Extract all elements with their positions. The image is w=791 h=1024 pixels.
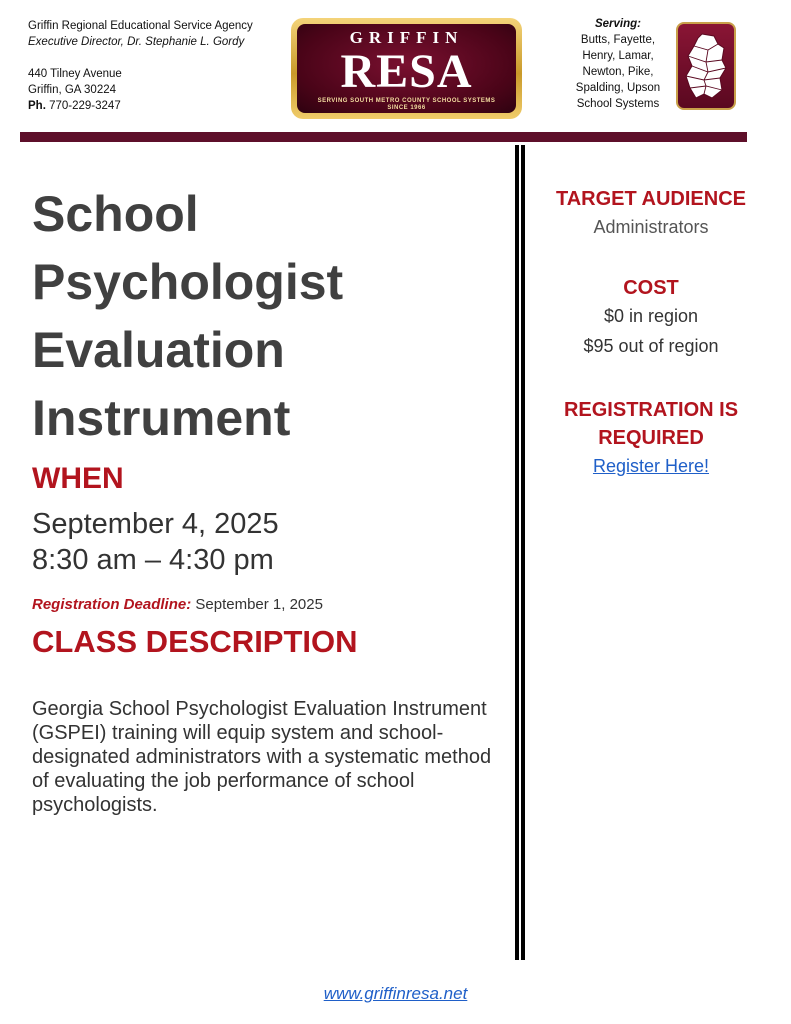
header-divider-bar [20, 132, 747, 142]
address-line-1: 440 Tilney Avenue [28, 68, 122, 80]
column-divider-right [521, 145, 525, 960]
event-date: September 4, 2025 [32, 508, 279, 540]
region-map-icon [676, 22, 736, 110]
cost-out-of-region: $95 out of region [583, 336, 719, 356]
serving-line: Newton, Pike, [582, 66, 654, 78]
registration-heading-line-2: REQUIRED [598, 427, 704, 449]
agency-name: Griffin Regional Educational Service Agency [28, 20, 253, 32]
website-link[interactable]: www.griffinresa.net [323, 984, 468, 1003]
registration-deadline [32, 596, 323, 613]
phone-number: 770-229-3247 [49, 100, 121, 112]
registration-heading-line-1: REGISTRATION IS [563, 399, 739, 421]
logo-tagline [297, 98, 516, 112]
event-datetime [32, 506, 279, 578]
address-line-2: Griffin, GA 30224 [28, 84, 117, 96]
serving-line: Henry, Lamar, [582, 50, 654, 62]
title-line: Evaluation [32, 322, 285, 378]
deadline-label: Registration Deadline: [32, 596, 192, 613]
target-audience-value: Administrators [593, 217, 709, 237]
page-title [32, 180, 343, 452]
column-divider-left [515, 145, 519, 960]
phone-label: Ph. [28, 100, 46, 112]
title-line: School [32, 186, 199, 242]
cost-in-region: $0 in region [603, 306, 699, 326]
serving-title: Serving: [594, 18, 641, 30]
class-description-heading: CLASS DESCRIPTION [32, 624, 358, 659]
director-name: Executive Director, Dr. Stephanie L. Gordy [28, 36, 245, 48]
serving-list [568, 16, 668, 112]
deadline-value: September 1, 2025 [195, 596, 323, 613]
target-audience-heading: TARGET AUDIENCE [556, 188, 746, 210]
phone-line [28, 98, 253, 114]
cost-section [540, 274, 762, 360]
logo-main-text: RESA [340, 45, 473, 98]
event-time: 8:30 am – 4:30 pm [32, 544, 274, 576]
serving-line: Spalding, Upson [575, 82, 661, 94]
logo-since-text: SINCE 1966 [387, 105, 426, 111]
registration-section [540, 396, 762, 480]
register-here-link[interactable]: Register Here! [592, 456, 710, 476]
serving-line: School Systems [576, 98, 660, 110]
serving-line: Butts, Fayette, [580, 34, 656, 46]
class-description-text: Georgia School Psychologist Evaluation Instrument (GSPEI) training will equip system and school-designated administrators with a systematic method of evaluating the job performance of school psychologists. [32, 698, 492, 816]
title-line: Instrument [32, 390, 291, 446]
when-heading: WHEN [32, 462, 124, 495]
agency-info [28, 18, 253, 114]
cost-heading: COST [623, 277, 679, 299]
logo-top-text: GRIFFIN [349, 28, 464, 47]
title-line: Psychologist [32, 254, 344, 310]
logo-tagline-text: SERVING SOUTH METRO COUNTY SCHOOL SYSTEMS [317, 98, 496, 104]
target-audience-section [540, 185, 762, 241]
griffin-resa-logo [291, 18, 522, 119]
